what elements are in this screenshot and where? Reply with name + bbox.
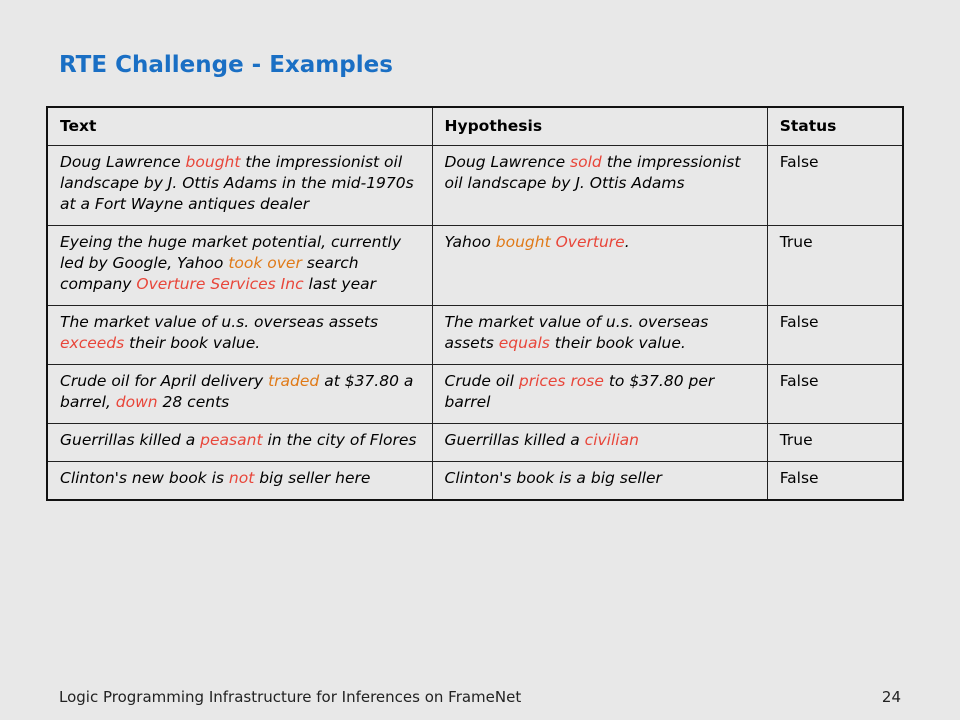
- page-number: 24: [881, 688, 901, 706]
- table-row: [47, 462, 903, 501]
- cell-text: Crude oil for April delivery: [60, 372, 269, 390]
- status-cell: False: [767, 365, 903, 424]
- table-header-row: [47, 107, 903, 146]
- cell-text: the impressionist oil landscape by J. Ottis Adams: [444, 153, 741, 192]
- cell-text: their book value.: [549, 334, 686, 352]
- hypothesis-cell: [432, 146, 767, 226]
- cell-text: big seller here: [254, 469, 371, 487]
- slide-title: RTE Challenge - Examples: [59, 52, 393, 78]
- cell-text: in the city of Flores: [262, 431, 417, 449]
- table-row: [47, 424, 903, 462]
- cell-text: Doug Lawrence: [444, 153, 571, 171]
- footer-title: Logic Programming Infrastructure for Inferences on FrameNet: [59, 688, 522, 706]
- text-cell: [47, 462, 432, 501]
- hypothesis-cell: [432, 306, 767, 365]
- status-cell: False: [767, 306, 903, 365]
- cell-text: the impressionist oil landscape by J. Ottis Adams in the mid-1970s at a Fort Wayne antiques dealer: [60, 153, 414, 213]
- text-cell: [47, 424, 432, 462]
- hypothesis-cell: [432, 365, 767, 424]
- cell-text: 28 cents: [157, 393, 230, 411]
- cell-text: Crude oil: [444, 372, 519, 390]
- highlighted-word: bought: [185, 153, 241, 171]
- highlighted-word: equals: [498, 334, 550, 352]
- rte-examples-table: [46, 106, 904, 501]
- cell-text: The market value of u.s. overseas assets: [60, 313, 379, 331]
- highlighted-word: down: [115, 393, 158, 411]
- highlighted-word: sold: [570, 153, 602, 171]
- text-cell: [47, 146, 432, 226]
- cell-text: Clinton's book is a big seller: [444, 469, 662, 487]
- highlighted-word: prices rose: [518, 372, 604, 390]
- cell-text: at $37.80 a barrel,: [60, 372, 414, 411]
- cell-text: .: [624, 233, 630, 251]
- header-status: Status: [767, 107, 903, 146]
- text-cell: [47, 365, 432, 424]
- cell-text: last year: [303, 275, 377, 293]
- hypothesis-cell: [432, 424, 767, 462]
- highlighted-word: civilian: [584, 431, 639, 449]
- cell-text: Guerrillas killed a: [60, 431, 201, 449]
- status-cell: True: [767, 226, 903, 306]
- table-row: [47, 365, 903, 424]
- cell-text: Yahoo: [444, 233, 496, 251]
- highlighted-word: exceeds: [60, 334, 125, 352]
- table-row: [47, 146, 903, 226]
- hypothesis-cell: [432, 462, 767, 501]
- highlighted-word: Overture: [555, 233, 625, 251]
- table-row: [47, 226, 903, 306]
- cell-text: their book value.: [124, 334, 261, 352]
- cell-text: Eyeing the huge market potential, currently led by Google, Yahoo: [60, 233, 402, 272]
- cell-text: Guerrillas killed a: [444, 431, 585, 449]
- header-text: Text: [47, 107, 432, 146]
- highlighted-word: peasant: [200, 431, 263, 449]
- cell-text: search company: [60, 254, 359, 293]
- highlighted-word: bought: [495, 233, 551, 251]
- highlighted-word: traded: [268, 372, 320, 390]
- highlighted-word: took over: [228, 254, 302, 272]
- text-cell: [47, 306, 432, 365]
- table-body: [47, 146, 903, 501]
- status-cell: False: [767, 146, 903, 226]
- highlighted-word: not: [228, 469, 255, 487]
- table-row: [47, 306, 903, 365]
- status-cell: False: [767, 462, 903, 501]
- header-hypothesis: Hypothesis: [432, 107, 767, 146]
- cell-text: to $37.80 per barrel: [444, 372, 715, 411]
- cell-text: Doug Lawrence: [60, 153, 186, 171]
- cell-text: The market value of u.s. overseas assets: [444, 313, 709, 352]
- cell-text: Clinton's new book is: [60, 469, 229, 487]
- text-cell: [47, 226, 432, 306]
- status-cell: True: [767, 424, 903, 462]
- highlighted-word: Overture Services Inc: [136, 275, 304, 293]
- hypothesis-cell: [432, 226, 767, 306]
